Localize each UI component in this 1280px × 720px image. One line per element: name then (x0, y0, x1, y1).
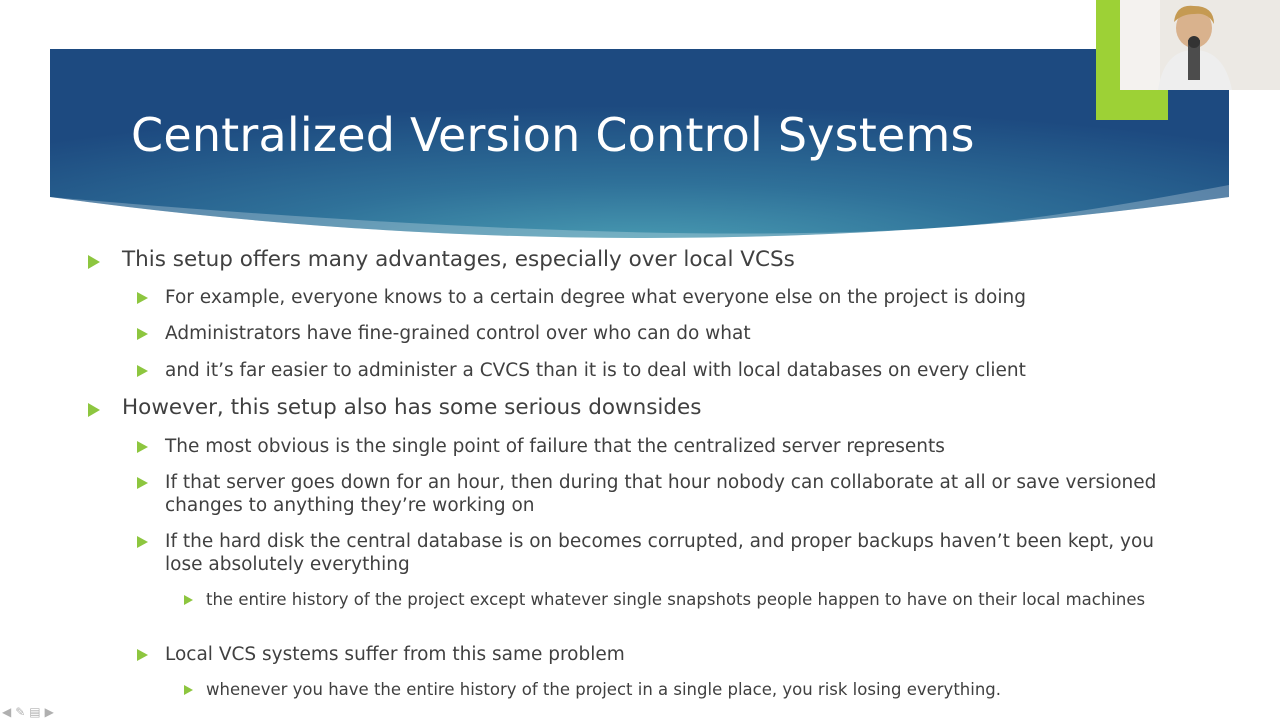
bullet-text: The most obvious is the single point of failure that the centralized server represents (165, 436, 945, 457)
bullet-arrow-icon (137, 365, 148, 377)
bullet-arrow-icon (88, 255, 100, 269)
slide-title: Centralized Version Control Systems (131, 108, 975, 162)
bullet-arrow-icon (137, 477, 148, 489)
bullet-item (137, 643, 625, 666)
bullet-item (88, 247, 795, 273)
bullet-text: This setup offers many advantages, especially over local VCSs (122, 247, 795, 272)
menu-icon[interactable]: ▤ (29, 705, 41, 719)
bullet-arrow-icon (137, 328, 148, 340)
presenter-image (1120, 0, 1280, 90)
bullet-item (137, 286, 1026, 309)
pen-icon[interactable]: ✎ (15, 705, 26, 719)
slideshow-controls (2, 705, 54, 719)
bullet-text: whenever you have the entire history of the project in a single place, you risk losing everything. (206, 680, 1002, 699)
bullet-text: If that server goes down for an hour, then during that hour nobody can collaborate at all or save versioned changes to anything they’re working on (165, 472, 1157, 516)
bullet-text: Local VCS systems suffer from this same problem (165, 644, 625, 665)
bullet-item (88, 395, 701, 421)
bullet-text: For example, everyone knows to a certain degree what everyone else on the project is doing (165, 287, 1026, 308)
bullet-item (137, 322, 751, 345)
bullet-arrow-icon (88, 403, 100, 417)
bullet-arrow-icon (137, 441, 148, 453)
bullet-text: If the hard disk the central database is on becomes corrupted, and proper backups haven’t been kept, you lose absolutely everything (165, 531, 1155, 575)
bullet-arrow-icon (137, 292, 148, 304)
bullet-text: and it’s far easier to administer a CVCS than it is to deal with local databases on every client (165, 360, 1026, 381)
bullet-item (137, 435, 945, 458)
bullet-item (137, 530, 1197, 576)
bullet-text: However, this setup also has some serious downsides (122, 395, 702, 420)
bullet-arrow-icon (137, 649, 148, 661)
next-arrow-icon[interactable]: ▶ (44, 705, 54, 719)
bullet-item (184, 590, 1164, 610)
bullet-text: the entire history of the project except whatever single snapshots people happen to have on their local machines (206, 590, 1146, 609)
bullet-item (184, 680, 1001, 700)
bullet-item (137, 471, 1177, 517)
bullet-arrow-icon (184, 685, 193, 695)
bullet-arrow-icon (137, 536, 148, 548)
bullet-arrow-icon (184, 595, 193, 605)
prev-arrow-icon[interactable]: ◀ (2, 705, 12, 719)
bullet-item (137, 359, 1026, 382)
bullet-text: Administrators have fine-grained control over who can do what (165, 323, 751, 344)
webcam-video (1120, 0, 1280, 90)
